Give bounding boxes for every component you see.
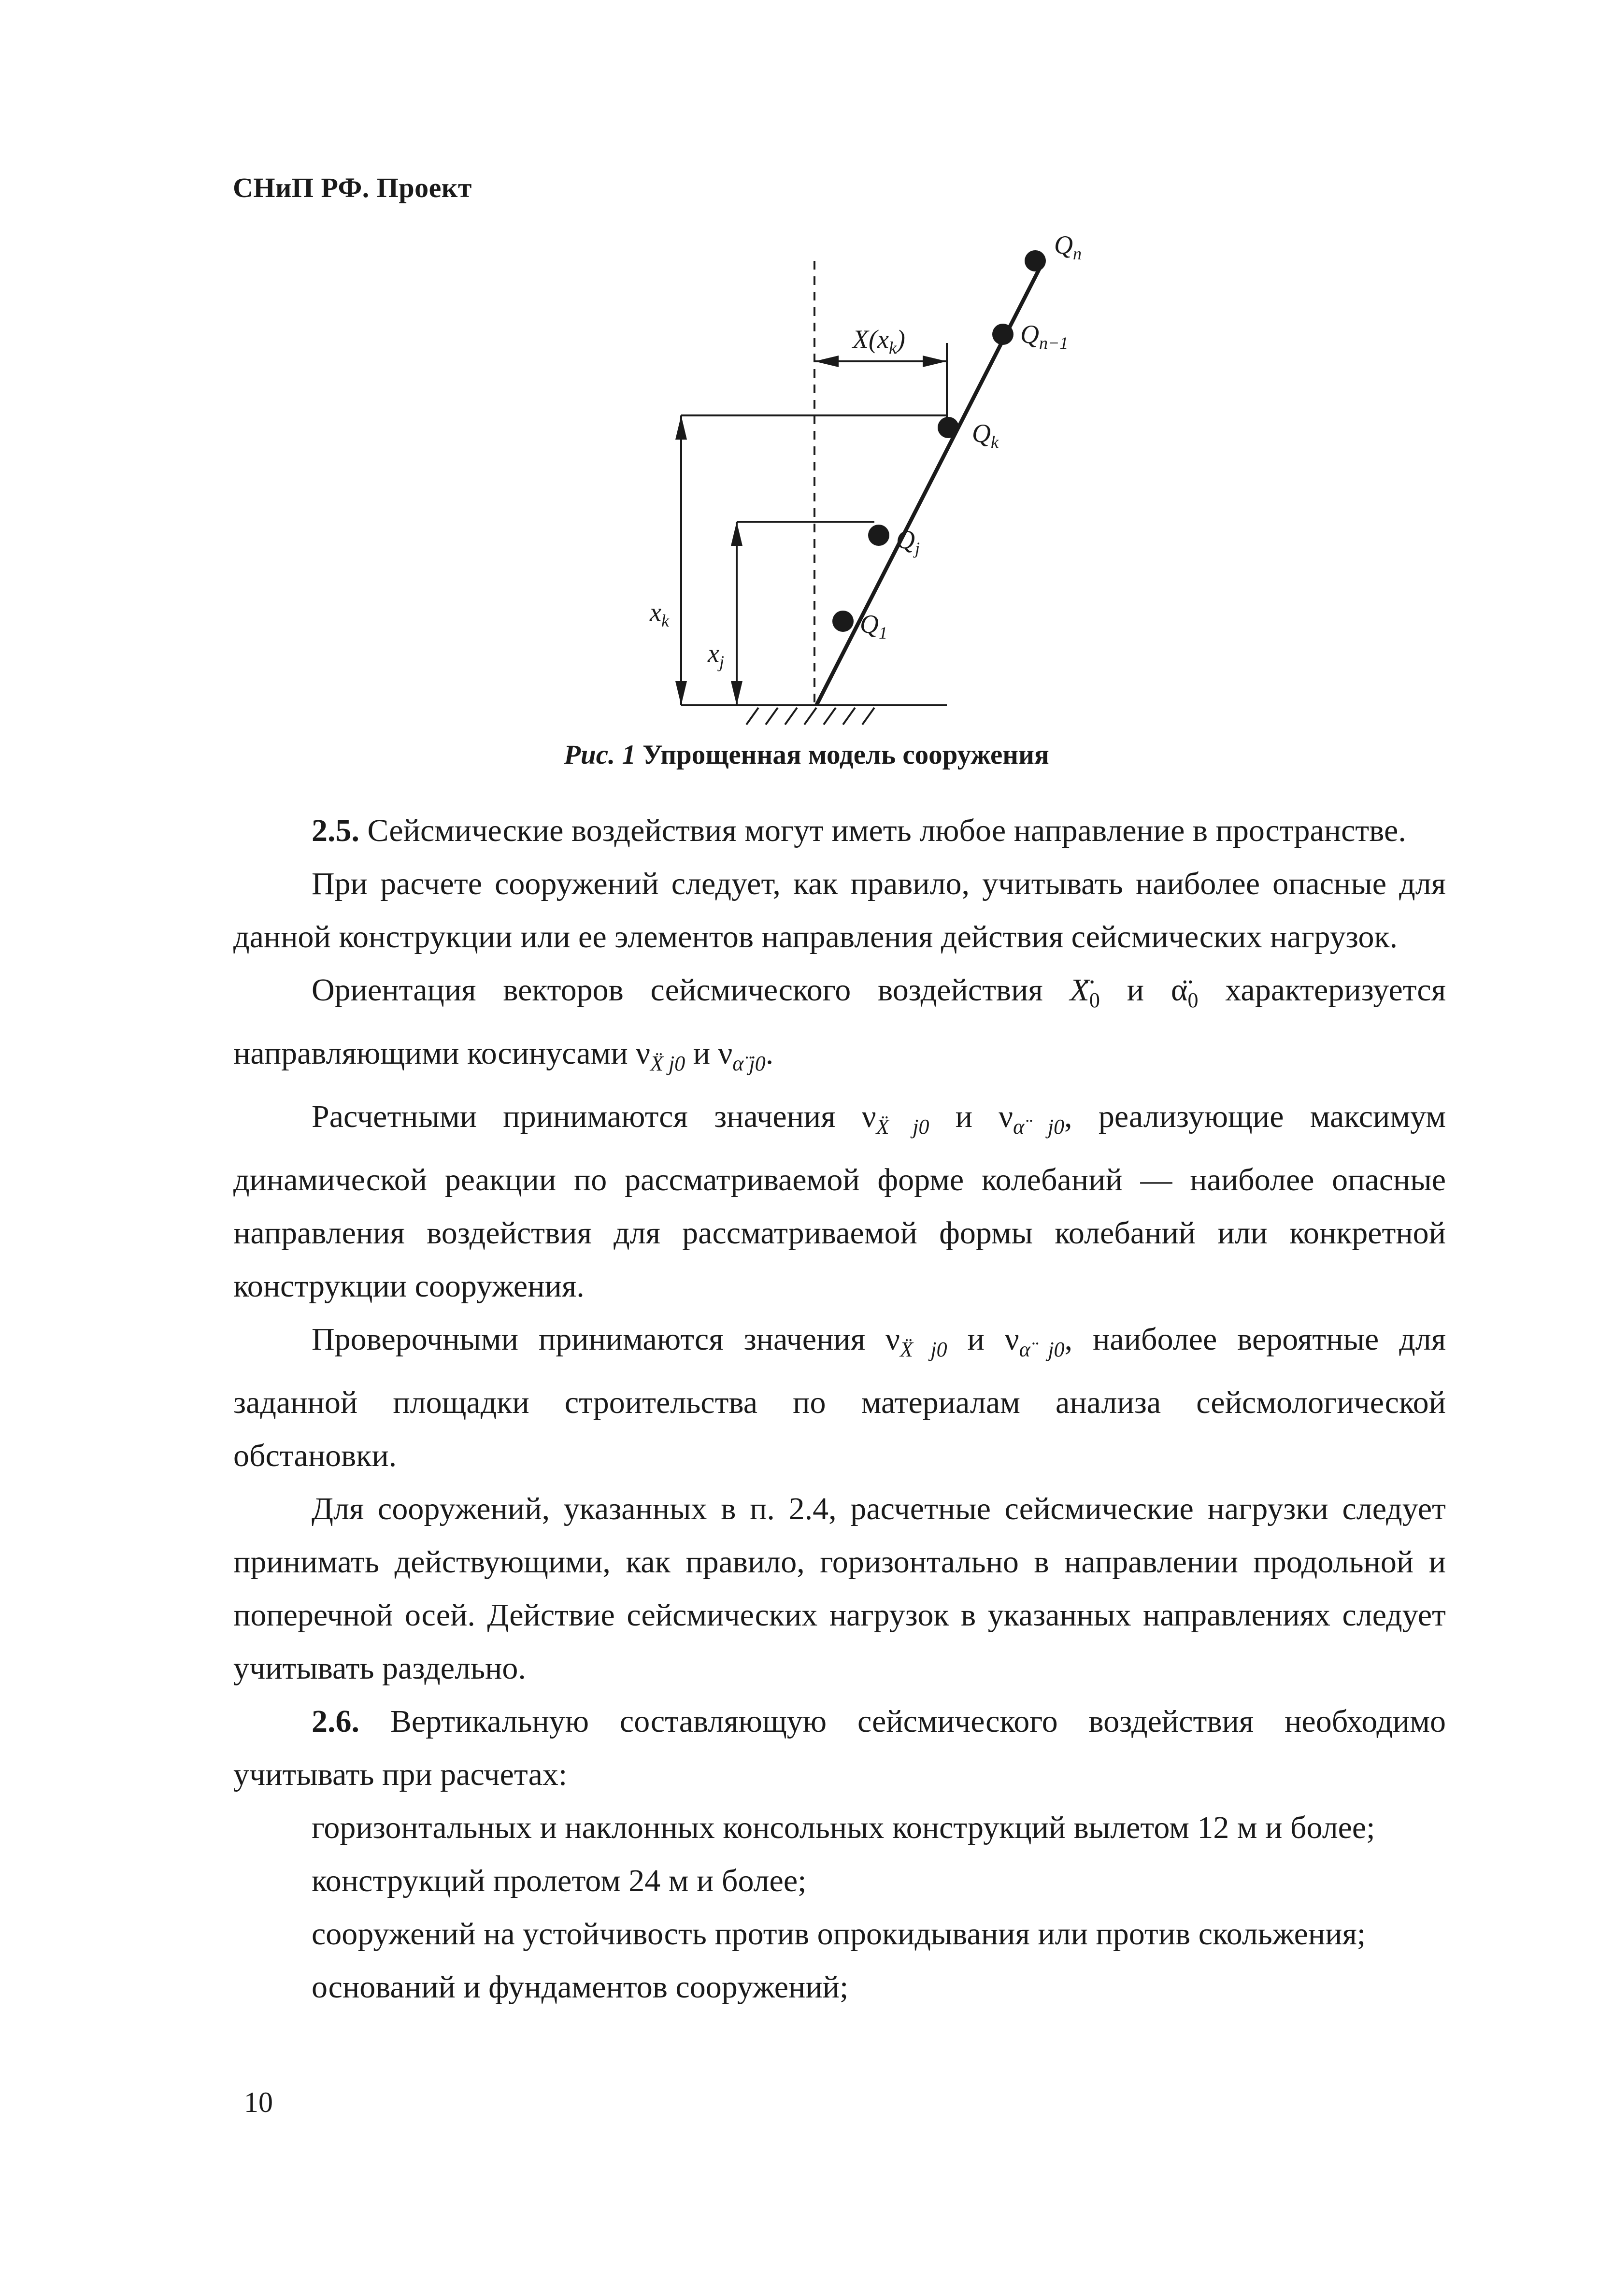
list-item: сооружений на устойчивость против опрокидывания или против скольжения;: [312, 1916, 1366, 1952]
math-nu-alpha: $\nu_{\alpha j0}$: [999, 1099, 1065, 1139]
mass-q1: [832, 611, 854, 632]
paragraph-design-values: [233, 1090, 1446, 1313]
list-item: оснований и фундаментов сооружений;: [312, 1969, 849, 2005]
paragraph: При расчете сооружений следует, как правило, учитывать наиболее опасные для данной конструкции или ее элементов направления действия сейсмических нагрузок.: [233, 866, 1446, 955]
conj: и: [693, 1036, 711, 1071]
body-text: [233, 804, 1446, 2014]
label-qk: $Q_k$: [972, 419, 999, 452]
paragraph-text: , наиболее вероятные для заданной площадки строительства по материалам анализа сейсмологической обстановки.: [233, 1322, 1446, 1473]
figure-simplified-model: [628, 232, 1130, 739]
paragraph-text: , реализующие максимум динамической реакции по рассматриваемой форме колебаний — наиболее опасные направления воздействия для рассматриваемой формы колебаний или конкретной конструкции сооружения.: [233, 1099, 1446, 1304]
paragraph-text: Проверочными принимаются значения: [312, 1322, 866, 1357]
paragraph-orientation: Ориентация векторов сейсмического воздействия $X_0$ и $\alpha_0$ характеризуется направляющими косинусами $\nu_{X j0}$ и $\nu_{\alpha j0}$.: [233, 972, 1446, 1075]
page-number: 10: [244, 2086, 273, 2118]
math-nu-x: $\nu_{X j0}$: [861, 1099, 929, 1139]
conj: и: [955, 1099, 973, 1134]
xk-arrow-top-icon: [675, 415, 687, 440]
xj-arrow-bottom-icon: [731, 681, 742, 705]
label-xxk: $X(x_k)$: [853, 325, 905, 357]
ground-hatching: [746, 708, 874, 725]
caption-text: Упрощенная модель сооружения: [642, 740, 1049, 770]
list-item: горизонтальных и наклонных консольных конструкций вылетом 12 м и более;: [312, 1810, 1375, 1845]
xk-arrow-bottom-icon: [675, 681, 687, 705]
paragraph: Для сооружений, указанных в п. 2.4, расчетные сейсмические нагрузки следует принимать действующими, как правило, горизонтально в направлении продольной и поперечной осей. Действие сейсмических нагрузок в указанных направлениях следует учитывать раздельно.: [233, 1491, 1446, 1686]
mass-qj: [868, 525, 889, 546]
conj: и: [967, 1322, 985, 1357]
paragraph-text: Сейсмические воздействия могут иметь любое направление в пространстве.: [367, 813, 1406, 848]
conj: и: [1127, 972, 1144, 1008]
label-xj: $x_j$: [708, 639, 724, 671]
paragraph-text: Ориентация векторов сейсмического воздействия: [312, 972, 1043, 1008]
paragraph-check-values: [233, 1313, 1446, 1483]
xxk-arrow-right-icon: [923, 356, 947, 367]
figure-caption: [0, 739, 1613, 770]
mass-qn-1: [992, 324, 1013, 345]
section-number-2-5: 2.5.: [312, 813, 359, 848]
caption-number: Рис. 1: [564, 740, 636, 770]
math-x0-ddot: $X_0$: [1070, 972, 1100, 1012]
paragraph-2-6: [233, 1695, 1446, 1801]
structure-diagram: [628, 232, 1130, 739]
paragraph-text: Вертикальную составляющую сейсмического воздействия необходимо учитывать при расчетах:: [233, 1704, 1446, 1792]
xj-arrow-top-icon: [731, 522, 742, 546]
label-qn-1: $Q_{n-1}$: [1020, 320, 1069, 353]
math-nu-x: $\nu_{X j0}$: [885, 1322, 947, 1361]
section-number-2-6: 2.6.: [312, 1704, 359, 1739]
label-q1: $Q_1$: [860, 610, 887, 642]
paragraph-text: Расчетными принимаются значения: [312, 1099, 836, 1134]
math-nu-x: $\nu_{X j0}$: [636, 1036, 685, 1075]
math-nu-alpha: $\nu_{\alpha j0}$: [1004, 1322, 1065, 1361]
label-qn: $Q_n$: [1054, 230, 1082, 263]
math-nu-alpha: $\nu_{\alpha j0}$: [718, 1036, 766, 1075]
label-qj: $Q_j$: [896, 525, 920, 558]
paragraph-text: характеризуется направляющими косинусами: [233, 972, 1446, 1071]
paragraph-2-5: [233, 804, 1446, 857]
math-alpha0-ddot: $\alpha_0$: [1170, 972, 1199, 1012]
xxk-arrow-left-icon: [814, 356, 839, 367]
mass-qn: [1025, 250, 1046, 271]
running-title: СНиП РФ. Проект: [233, 172, 472, 203]
mass-qk: [938, 417, 959, 438]
label-xk: $x_k$: [650, 598, 669, 630]
list-item: конструкций пролетом 24 м и более;: [312, 1863, 807, 1898]
